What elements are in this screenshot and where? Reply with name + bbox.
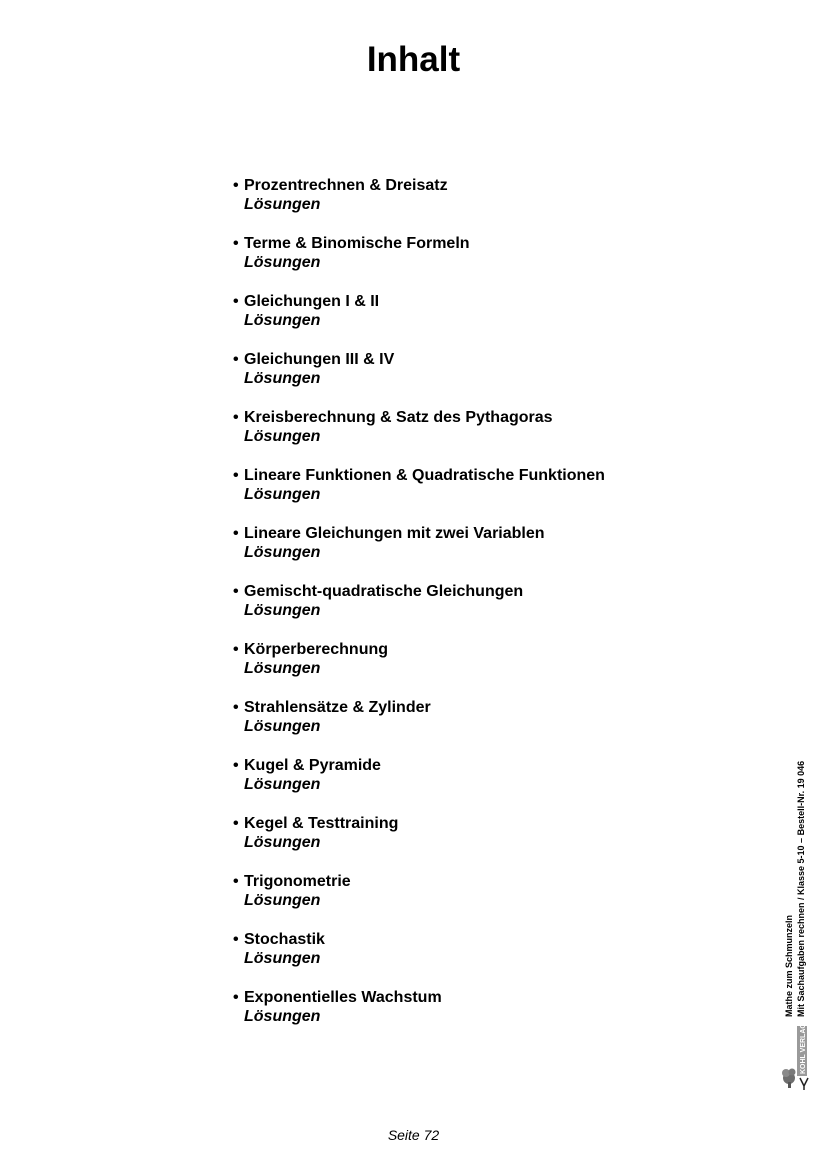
bullet-icon: • (233, 641, 239, 658)
toc-entry-solutions: Lösungen (244, 776, 321, 793)
toc-entry-title-text: Prozentrechnen & Dreisatz (244, 177, 448, 194)
toc-entry-solutions: Lösungen (244, 428, 321, 445)
toc-entry-solutions: Lösungen (244, 544, 321, 561)
bullet-icon: • (233, 757, 239, 774)
toc-entry-solutions: Lösungen (244, 370, 321, 387)
bullet-icon: • (233, 351, 239, 368)
publisher-credit (783, 727, 813, 1017)
toc-entry-title (233, 640, 703, 659)
toc-entry-title-text: Kreisberechnung & Satz des Pythagoras (244, 409, 553, 426)
toc-entry-title (233, 350, 703, 369)
toc-entry (233, 350, 703, 408)
toc-entry-title-text: Gleichungen III & IV (244, 351, 395, 368)
toc-entry-title-text: Lineare Funktionen & Quadratische Funktionen (244, 467, 605, 484)
toc-entry-solutions: Lösungen (244, 892, 321, 909)
toc-entry (233, 814, 703, 872)
toc-entry-title (233, 466, 703, 485)
toc-entry (233, 988, 703, 1046)
page-number: Seite 72 (387, 1127, 440, 1143)
toc-entry-title-text: Stochastik (244, 931, 325, 948)
toc-entry-solutions: Lösungen (244, 196, 321, 213)
toc-entry-title (233, 988, 703, 1007)
bullet-icon: • (233, 293, 239, 310)
toc-entry-title (233, 408, 703, 427)
toc-entry-title-text: Trigonometrie (244, 873, 351, 890)
page-title: Inhalt (366, 40, 461, 79)
toc-entry-title (233, 698, 703, 717)
toc-entry (233, 292, 703, 350)
toc-entry-solutions: Lösungen (244, 834, 321, 851)
bullet-icon: • (233, 873, 239, 890)
toc-entry (233, 640, 703, 698)
toc-entry-title-text: Gleichungen I & II (244, 293, 380, 310)
publisher-logo (780, 1024, 814, 1090)
toc-entry (233, 582, 703, 640)
toc-entry (233, 234, 703, 292)
toc-entry (233, 524, 703, 582)
toc-entry (233, 756, 703, 814)
toc-entry (233, 698, 703, 756)
bullet-icon: • (233, 815, 239, 832)
toc-entry-solutions: Lösungen (244, 718, 321, 735)
toc-entry-solutions: Lösungen (244, 312, 321, 329)
toc-entry (233, 466, 703, 524)
bullet-icon: • (233, 699, 239, 716)
toc-entry (233, 176, 703, 234)
bullet-icon: • (233, 409, 239, 426)
toc-entry (233, 408, 703, 466)
toc-entry-title-text: Lineare Gleichungen mit zwei Variablen (244, 525, 545, 542)
toc-entry-title-text: Körperberechnung (244, 641, 389, 658)
toc-entry-title-text: Strahlensätze & Zylinder (244, 699, 431, 716)
book-info: Mit Sachaufgaben rechnen / Klasse 5-10 – Bestell-Nr. 19 046 (796, 760, 806, 1017)
bullet-icon: • (233, 989, 239, 1006)
toc-entry-title-text: Kugel & Pyramide (244, 757, 381, 774)
toc-entry-solutions: Lösungen (244, 1008, 321, 1025)
toc-entry-title (233, 582, 703, 601)
bullet-icon: • (233, 931, 239, 948)
svg-text:KOHL VERLAG: KOHL VERLAG (800, 1024, 807, 1074)
toc-entry-title (233, 756, 703, 775)
toc-entry-title-text: Gemischt-quadratische Gleichungen (244, 583, 524, 600)
kohl-verlag-logo-icon (780, 1024, 814, 1090)
toc-entry-solutions: Lösungen (244, 950, 321, 967)
toc-entry-title (233, 292, 703, 311)
bullet-icon: • (233, 177, 239, 194)
bullet-icon: • (233, 583, 239, 600)
toc-entry-solutions: Lösungen (244, 486, 321, 503)
toc-entry-title (233, 872, 703, 891)
toc-entry-solutions: Lösungen (244, 602, 321, 619)
toc-entry-title-text: Kegel & Testtraining (244, 815, 399, 832)
toc-entry-title (233, 814, 703, 833)
toc-entry (233, 930, 703, 988)
toc-entry-title (233, 524, 703, 543)
toc-entry-title-text: Terme & Binomische Formeln (244, 235, 470, 252)
series-title: Mathe zum Schmunzeln (784, 914, 794, 1017)
toc-entry-title (233, 930, 703, 949)
bullet-icon: • (233, 525, 239, 542)
toc-entry-title (233, 234, 703, 253)
toc-entry-solutions: Lösungen (244, 660, 321, 677)
toc-entry (233, 872, 703, 930)
toc-entry-title (233, 176, 703, 195)
table-of-contents (233, 176, 703, 1046)
bullet-icon: • (233, 467, 239, 484)
toc-entry-title-text: Exponentielles Wachstum (244, 989, 442, 1006)
toc-entry-solutions: Lösungen (244, 254, 321, 271)
bullet-icon: • (233, 235, 239, 252)
